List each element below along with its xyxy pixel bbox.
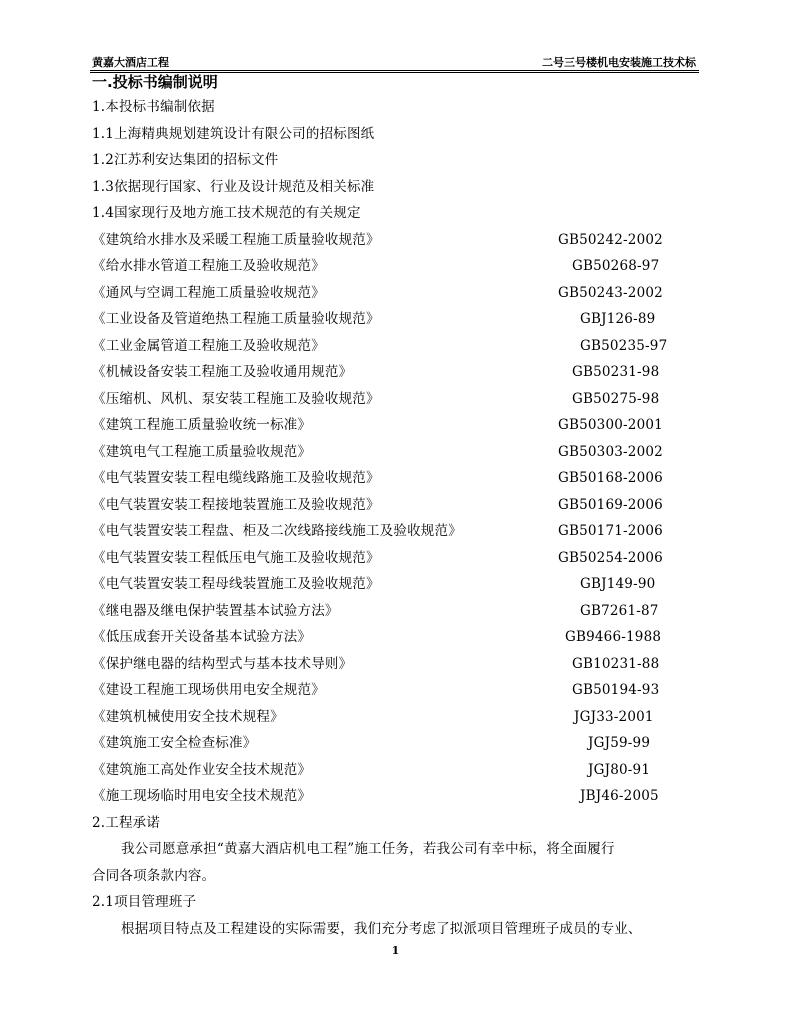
standard-name: 《给水排水管道工程施工及验收规范》 bbox=[92, 258, 325, 274]
standard-name: 《建筑给水排水及采暖工程施工质量验收规范》 bbox=[92, 232, 380, 248]
management-team-paragraph-line: 根据项目特点及工程建设的实际需要，我们充分考虑了拟派项目管理班子成员的专业、 bbox=[121, 921, 642, 937]
standard-code: JBJ46-2005 bbox=[580, 788, 659, 804]
standard-name: 《工业设备及管道绝热工程施工质量验收规范》 bbox=[92, 311, 380, 327]
standard-code: GB10231-88 bbox=[572, 656, 660, 672]
commitment-paragraph-line: 我公司愿意承担“黄嘉大酒店机电工程”施工任务，若我公司有幸中标，将全面履行 bbox=[121, 841, 615, 857]
standard-code: GB50169-2006 bbox=[558, 497, 663, 513]
standard-name: 《通风与空调工程施工质量验收规范》 bbox=[92, 285, 325, 301]
standard-code: GB50300-2001 bbox=[558, 417, 663, 433]
standard-code: GB50303-2002 bbox=[558, 444, 663, 460]
standard-code: GB50268-97 bbox=[572, 258, 660, 274]
standard-name: 《建筑机械使用安全技术规程》 bbox=[92, 709, 284, 725]
standard-code: GB9466-1988 bbox=[565, 629, 662, 645]
standard-name: 《施工现场临时用电安全技术规范》 bbox=[92, 788, 312, 804]
standard-name: 《建筑工程施工质量验收统一标准》 bbox=[92, 417, 312, 433]
header-rule bbox=[90, 70, 699, 71]
standard-name: 《电气装置安装工程电缆线路施工及验收规范》 bbox=[92, 470, 380, 486]
intro-line: 1.4国家现行及地方施工技术规范的有关规定 bbox=[92, 205, 361, 221]
standard-name: 《低压成套开关设备基本试验方法》 bbox=[92, 629, 312, 645]
standard-code: GB50254-2006 bbox=[558, 550, 663, 566]
standard-code: GB50275-98 bbox=[572, 391, 660, 407]
header-right-title: 二号三号楼机电安装施工技术标 bbox=[542, 56, 696, 69]
standard-code: JGJ59-99 bbox=[588, 735, 651, 751]
standard-code: GB50242-2002 bbox=[558, 232, 663, 248]
standard-name: 《电气装置安装工程母线装置施工及验收规范》 bbox=[92, 576, 380, 592]
standard-code: GBJ149-90 bbox=[580, 576, 656, 592]
standard-name: 《电气装置安装工程盘、柜及二次线路接线施工及验收规范》 bbox=[92, 523, 462, 539]
standard-name: 《保护继电器的结构型式与基本技术导则》 bbox=[92, 656, 353, 672]
standard-code: GB50231-98 bbox=[572, 364, 660, 380]
standard-code: GB50243-2002 bbox=[558, 285, 663, 301]
standard-code: GB50194-93 bbox=[572, 682, 660, 698]
page-number: 1 bbox=[391, 944, 400, 957]
standard-name: 《机械设备安装工程施工及验收通用规范》 bbox=[92, 364, 353, 380]
standard-code: GB50235-97 bbox=[580, 338, 668, 354]
standard-name: 《电气装置安装工程接地装置施工及验收规范》 bbox=[92, 497, 380, 513]
standard-code: GB50168-2006 bbox=[558, 470, 663, 486]
standard-name: 《工业金属管道工程施工及验收规范》 bbox=[92, 338, 325, 354]
standard-name: 《建筑施工高处作业安全技术规范》 bbox=[92, 762, 312, 778]
intro-line: 1.3依据现行国家、行业及设计规范及相关标准 bbox=[92, 179, 375, 195]
commitment-paragraph-line: 合同各项条款内容。 bbox=[92, 868, 216, 884]
intro-line: 1.本投标书编制依据 bbox=[92, 99, 215, 115]
standard-code: GB7261-87 bbox=[580, 603, 659, 619]
standard-name: 《电气装置安装工程低压电气施工及验收规范》 bbox=[92, 550, 380, 566]
standard-code: JGJ80-91 bbox=[588, 762, 651, 778]
intro-line: 1.2江苏利安达集团的招标文件 bbox=[92, 152, 279, 168]
standard-code: GB50171-2006 bbox=[558, 523, 663, 539]
standard-code: GBJ126-89 bbox=[580, 311, 656, 327]
intro-line: 1.1上海精典规划建筑设计有限公司的招标图纸 bbox=[92, 126, 375, 142]
header-left-title: 黄嘉大酒店工程 bbox=[92, 56, 169, 69]
standard-name: 《压缩机、风机、泵安装工程施工及验收规范》 bbox=[92, 391, 380, 407]
standard-code: JGJ33-2001 bbox=[574, 709, 654, 725]
standard-name: 《继电器及继电保护装置基本试验方法》 bbox=[92, 603, 339, 619]
standard-name: 《建筑电气工程施工质量验收规范》 bbox=[92, 444, 312, 460]
standard-name: 《建筑施工安全检查标准》 bbox=[92, 735, 257, 751]
management-team-heading: 2.1项目管理班子 bbox=[92, 894, 197, 910]
standard-name: 《建设工程施工现场供用电安全规范》 bbox=[92, 682, 325, 698]
commitment-heading: 2.工程承诺 bbox=[92, 815, 161, 831]
section-title: 一.投标书编制说明 bbox=[92, 73, 218, 91]
